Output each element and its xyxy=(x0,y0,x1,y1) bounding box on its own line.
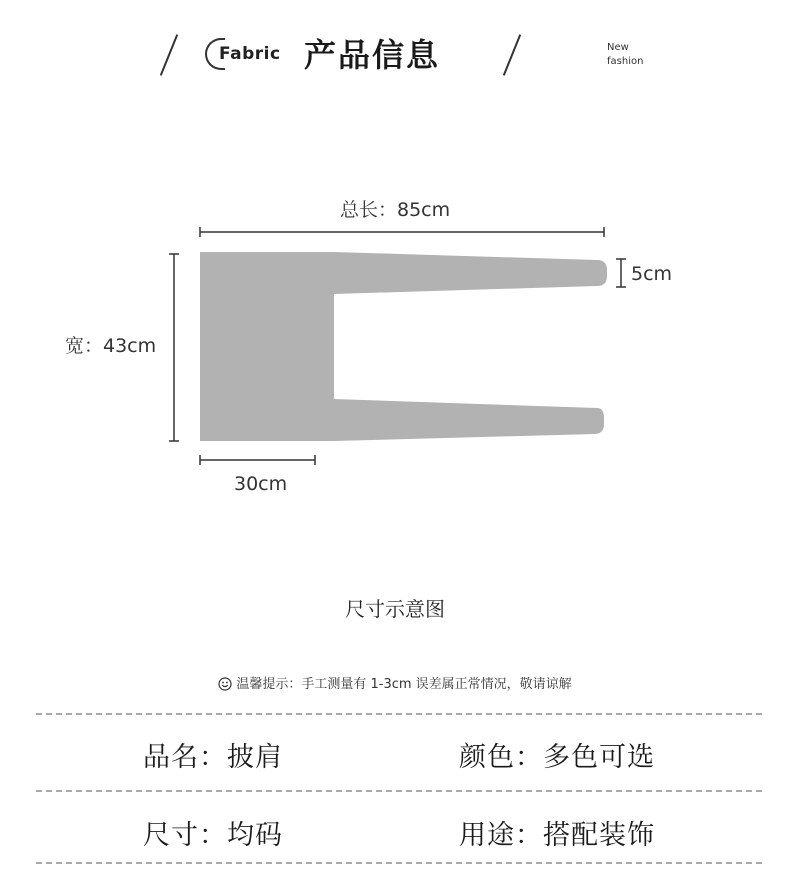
spec-usage: 用途：搭配装饰 xyxy=(459,820,655,851)
divider-2 xyxy=(36,790,762,792)
divider-1 xyxy=(36,713,762,715)
width-label: 宽：43cm xyxy=(65,335,157,357)
total-length-dimension xyxy=(200,227,604,237)
diagram-caption: 尺寸示意图 xyxy=(345,597,445,621)
width-dimension xyxy=(169,254,179,441)
shawl-shape xyxy=(200,252,607,441)
total-length-label: 总长：85cm xyxy=(340,199,451,221)
spec-name: 品名：披肩 xyxy=(143,742,283,773)
segment-length-label: 30cm xyxy=(234,473,288,495)
end-width-dimension xyxy=(616,259,626,287)
page-title: 产品信息 xyxy=(304,36,441,74)
spec-size: 尺寸：均码 xyxy=(143,820,283,851)
fabric-label: Fabric xyxy=(219,44,281,64)
end-width-label: 5cm xyxy=(631,263,673,285)
tip-text: 温馨提示：手工测量有 1-3cm 误差属正常情况，敬请谅解 xyxy=(236,677,572,692)
smile-icon xyxy=(218,677,232,691)
new-fashion-line1: New xyxy=(607,42,629,53)
divider-3 xyxy=(36,862,762,864)
tip-note xyxy=(0,673,790,692)
new-fashion-line2: fashion xyxy=(607,56,644,67)
segment-length-dimension xyxy=(200,455,315,465)
spec-color: 颜色：多色可选 xyxy=(459,742,655,773)
